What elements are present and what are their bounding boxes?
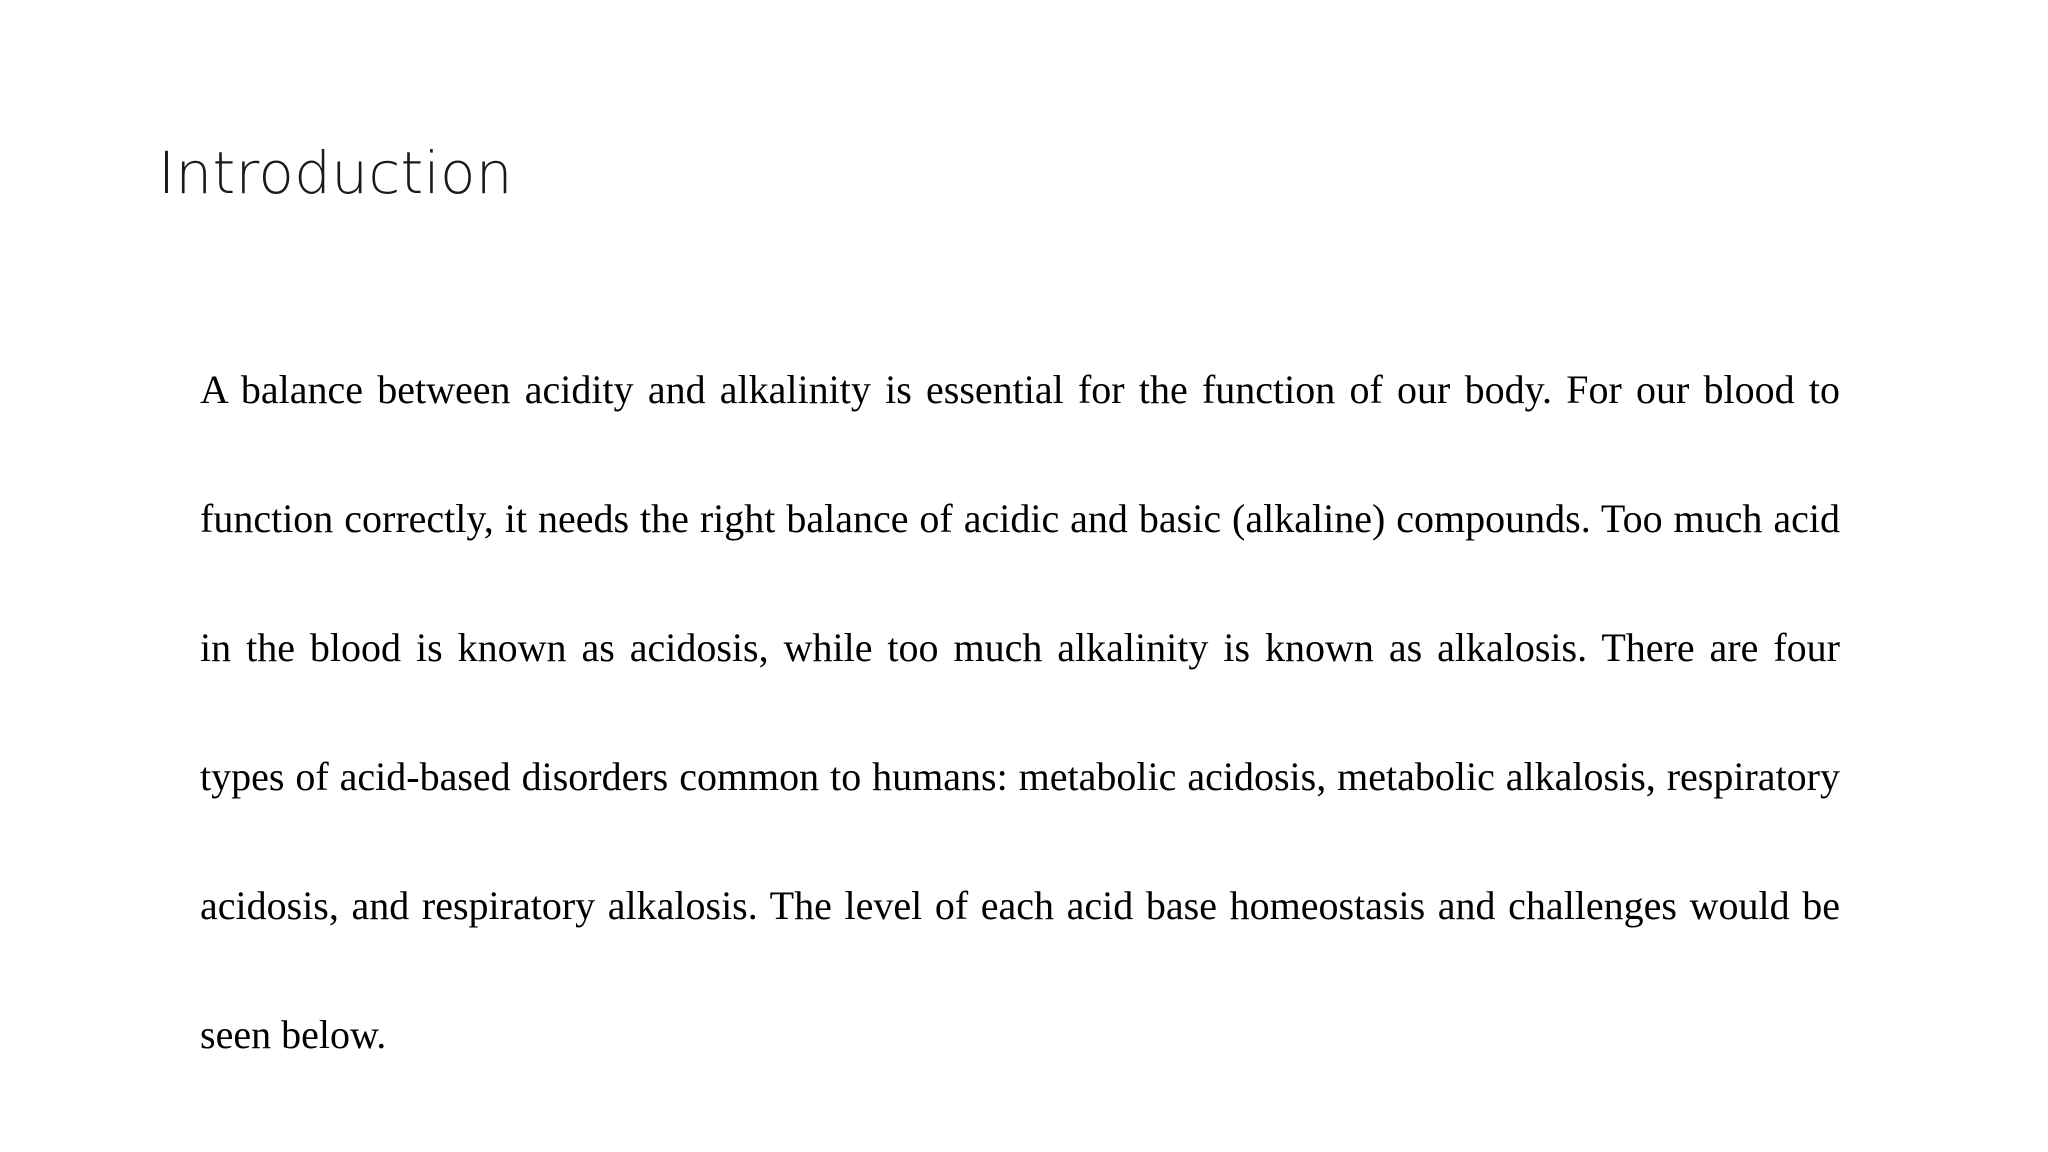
slide-title: Introduction (158, 139, 513, 207)
slide-body-paragraph: A balance between acidity and alkalinity is essential for the function of our body. For our blood to function correctly, it needs the right balance of acidic and basic (alkaline) compounds. Too much acid in the blood is known as acidosis, while too much alkalinity is known as alkalosis. There are four types of acid-based disorders common to humans: metabolic acidosis, metabolic alkalosis, respiratory acidosis, and respiratory alkalosis. The level of each acid base homeostasis and challenges would be seen below. (200, 367, 1840, 1057)
